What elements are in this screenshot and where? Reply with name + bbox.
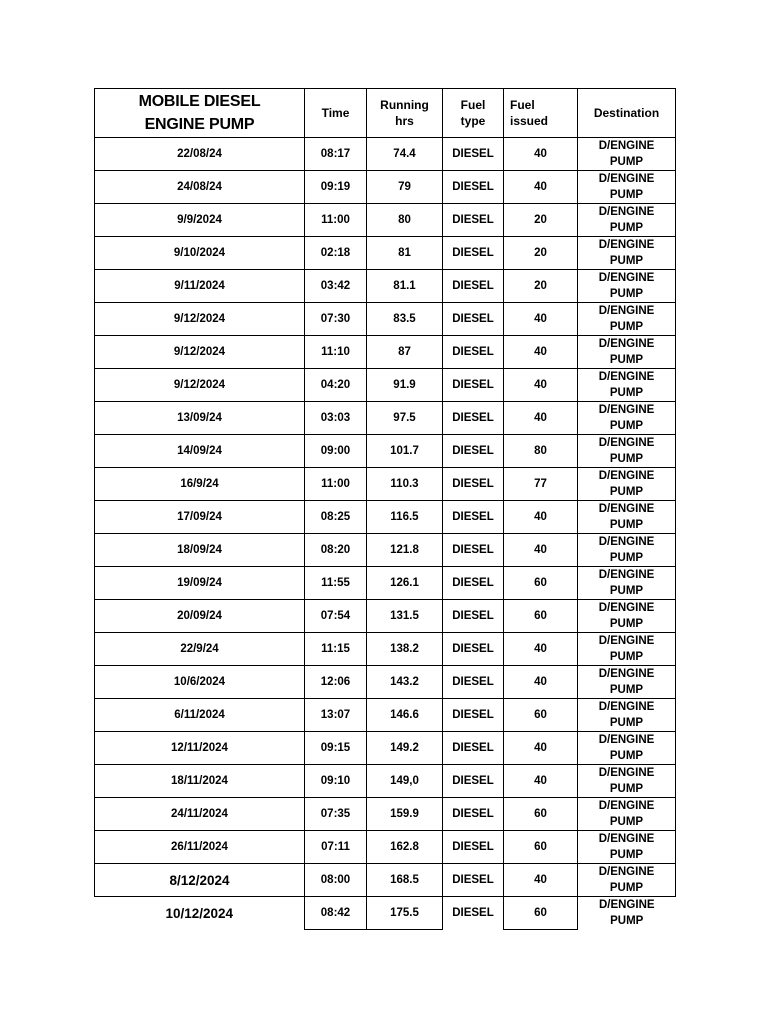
date-cell: 9/12/2024 <box>95 303 305 336</box>
date-cell: 22/08/24 <box>95 138 305 171</box>
date-cell: 9/12/2024 <box>95 369 305 402</box>
destination-cell: D/ENGINE PUMP <box>578 534 676 567</box>
fuel-issued-cell: 40 <box>504 171 578 204</box>
table-row <box>95 336 676 369</box>
destination-cell: D/ENGINE PUMP <box>578 501 676 534</box>
running-hrs-cell: 91.9 <box>367 369 443 402</box>
fuel-issued-cell: 40 <box>504 138 578 171</box>
fuel-issued-cell: 60 <box>504 798 578 831</box>
date-cell: 20/09/24 <box>95 600 305 633</box>
fuel-issued-cell: 77 <box>504 468 578 501</box>
destination-cell: D/ENGINE PUMP <box>578 600 676 633</box>
running-hrs-cell: 159.9 <box>367 798 443 831</box>
running-hrs-cell: 83.5 <box>367 303 443 336</box>
destination-cell: D/ENGINE PUMP <box>578 204 676 237</box>
date-cell: 9/12/2024 <box>95 336 305 369</box>
table-row <box>95 798 676 831</box>
time-cell: 03:03 <box>305 402 367 435</box>
fuel-type-cell: DIESEL <box>443 171 504 204</box>
running-hrs-cell: 80 <box>367 204 443 237</box>
table-row <box>95 237 676 270</box>
destination-cell: D/ENGINE PUMP <box>578 468 676 501</box>
date-cell: 6/11/2024 <box>95 699 305 732</box>
fuel-issued-cell: 40 <box>504 369 578 402</box>
date-cell: 12/11/2024 <box>95 732 305 765</box>
date-cell: 24/08/24 <box>95 171 305 204</box>
date-cell: 18/09/24 <box>95 534 305 567</box>
date-cell: 24/11/2024 <box>95 798 305 831</box>
running-hrs-cell: 149,0 <box>367 765 443 798</box>
destination-cell: D/ENGINE PUMP <box>578 831 676 864</box>
table-row <box>95 303 676 336</box>
time-cell: 09:15 <box>305 732 367 765</box>
table-row <box>95 402 676 435</box>
fuel-type-cell: DIESEL <box>443 600 504 633</box>
date-cell: 10/6/2024 <box>95 666 305 699</box>
time-cell: 07:35 <box>305 798 367 831</box>
time-cell: 08:25 <box>305 501 367 534</box>
running-hrs-cell: 97.5 <box>367 402 443 435</box>
fuel-issued-cell: 20 <box>504 270 578 303</box>
time-cell: 07:54 <box>305 600 367 633</box>
destination-cell: D/ENGINE PUMP <box>578 666 676 699</box>
fuel-issued-cell: 40 <box>504 402 578 435</box>
fuel-type-cell: DIESEL <box>443 864 504 897</box>
date-cell: 10/12/2024 <box>95 897 305 930</box>
fuel-type-cell: DIESEL <box>443 270 504 303</box>
destination-cell: D/ENGINE PUMP <box>578 402 676 435</box>
destination-cell: D/ENGINE PUMP <box>578 633 676 666</box>
running-hrs-cell: 175.5 <box>367 897 443 930</box>
table-row <box>95 204 676 237</box>
destination-cell: D/ENGINE PUMP <box>578 336 676 369</box>
fuel-issued-cell: 40 <box>504 666 578 699</box>
fuel-issued-cell: 60 <box>504 897 578 930</box>
date-cell: 18/11/2024 <box>95 765 305 798</box>
destination-cell: D/ENGINE PUMP <box>578 369 676 402</box>
destination-cell: D/ENGINE PUMP <box>578 798 676 831</box>
running-hrs-cell: 149.2 <box>367 732 443 765</box>
table-row <box>95 765 676 798</box>
running-hrs-cell: 146.6 <box>367 699 443 732</box>
table-row <box>95 501 676 534</box>
running-hrs-cell: 79 <box>367 171 443 204</box>
fuel-type-cell: DIESEL <box>443 468 504 501</box>
time-cell: 11:10 <box>305 336 367 369</box>
table-row <box>95 435 676 468</box>
fuel-type-cell: DIESEL <box>443 303 504 336</box>
fuel-issued-cell: 40 <box>504 501 578 534</box>
fuel-issued-cell: 40 <box>504 336 578 369</box>
time-cell: 08:42 <box>305 897 367 930</box>
fuel-issued-column-header: Fuel issued <box>504 89 578 138</box>
table-row <box>95 171 676 204</box>
table-row <box>95 468 676 501</box>
fuel-type-column-header: Fuel type <box>443 89 504 138</box>
table-title: MOBILE DIESEL ENGINE PUMP <box>95 89 305 138</box>
table-row <box>95 699 676 732</box>
table-body <box>95 138 676 930</box>
time-cell: 11:00 <box>305 468 367 501</box>
date-cell: 8/12/2024 <box>95 864 305 897</box>
fuel-type-cell: DIESEL <box>443 831 504 864</box>
time-cell: 09:19 <box>305 171 367 204</box>
time-cell: 08:20 <box>305 534 367 567</box>
fuel-issued-cell: 60 <box>504 831 578 864</box>
fuel-type-cell: DIESEL <box>443 534 504 567</box>
fuel-type-cell: DIESEL <box>443 765 504 798</box>
time-cell: 02:18 <box>305 237 367 270</box>
fuel-issued-cell: 20 <box>504 237 578 270</box>
time-cell: 11:15 <box>305 633 367 666</box>
running-hrs-cell: 162.8 <box>367 831 443 864</box>
time-cell: 13:07 <box>305 699 367 732</box>
date-cell: 26/11/2024 <box>95 831 305 864</box>
fuel-type-cell: DIESEL <box>443 666 504 699</box>
time-column-header: Time <box>305 89 367 138</box>
destination-cell: D/ENGINE PUMP <box>578 138 676 171</box>
table-row <box>95 897 676 930</box>
fuel-type-cell: DIESEL <box>443 138 504 171</box>
running-hrs-cell: 74.4 <box>367 138 443 171</box>
time-cell: 09:10 <box>305 765 367 798</box>
running-hrs-cell: 101.7 <box>367 435 443 468</box>
time-cell: 11:00 <box>305 204 367 237</box>
time-cell: 11:55 <box>305 567 367 600</box>
fuel-type-cell: DIESEL <box>443 501 504 534</box>
running-hrs-cell: 143.2 <box>367 666 443 699</box>
fuel-type-cell: DIESEL <box>443 897 504 930</box>
fuel-type-cell: DIESEL <box>443 204 504 237</box>
running-hrs-cell: 110.3 <box>367 468 443 501</box>
table-row <box>95 534 676 567</box>
table-row <box>95 567 676 600</box>
date-cell: 9/9/2024 <box>95 204 305 237</box>
destination-cell: D/ENGINE PUMP <box>578 171 676 204</box>
running-hrs-cell: 81 <box>367 237 443 270</box>
date-cell: 19/09/24 <box>95 567 305 600</box>
table-row <box>95 864 676 897</box>
fuel-issued-cell: 60 <box>504 567 578 600</box>
fuel-type-cell: DIESEL <box>443 798 504 831</box>
table-row <box>95 270 676 303</box>
fuel-type-cell: DIESEL <box>443 732 504 765</box>
table-row <box>95 633 676 666</box>
running-hrs-cell: 131.5 <box>367 600 443 633</box>
destination-cell: D/ENGINE PUMP <box>578 303 676 336</box>
time-cell: 09:00 <box>305 435 367 468</box>
destination-column-header: Destination <box>578 89 676 138</box>
fuel-log-table <box>94 88 676 930</box>
destination-cell: D/ENGINE PUMP <box>578 237 676 270</box>
date-cell: 22/9/24 <box>95 633 305 666</box>
fuel-issued-cell: 40 <box>504 765 578 798</box>
date-cell: 16/9/24 <box>95 468 305 501</box>
fuel-issued-cell: 80 <box>504 435 578 468</box>
fuel-type-cell: DIESEL <box>443 699 504 732</box>
fuel-type-cell: DIESEL <box>443 336 504 369</box>
running-hrs-cell: 126.1 <box>367 567 443 600</box>
table-row <box>95 732 676 765</box>
fuel-issued-cell: 40 <box>504 633 578 666</box>
fuel-issued-cell: 40 <box>504 534 578 567</box>
fuel-type-cell: DIESEL <box>443 369 504 402</box>
date-cell: 13/09/24 <box>95 402 305 435</box>
destination-cell: D/ENGINE PUMP <box>578 270 676 303</box>
fuel-type-cell: DIESEL <box>443 435 504 468</box>
destination-cell: D/ENGINE PUMP <box>578 864 676 897</box>
fuel-issued-cell: 60 <box>504 699 578 732</box>
running-hrs-cell: 116.5 <box>367 501 443 534</box>
running-hrs-cell: 168.5 <box>367 864 443 897</box>
destination-cell: D/ENGINE PUMP <box>578 435 676 468</box>
header-row <box>95 89 676 138</box>
fuel-issued-cell: 60 <box>504 600 578 633</box>
date-cell: 14/09/24 <box>95 435 305 468</box>
fuel-issued-cell: 20 <box>504 204 578 237</box>
fuel-type-cell: DIESEL <box>443 237 504 270</box>
table-row <box>95 369 676 402</box>
fuel-issued-cell: 40 <box>504 303 578 336</box>
fuel-issued-cell: 40 <box>504 864 578 897</box>
date-cell: 9/10/2024 <box>95 237 305 270</box>
fuel-type-cell: DIESEL <box>443 567 504 600</box>
time-cell: 03:42 <box>305 270 367 303</box>
table-row <box>95 666 676 699</box>
fuel-issued-cell: 40 <box>504 732 578 765</box>
destination-cell: D/ENGINE PUMP <box>578 765 676 798</box>
running-hrs-cell: 81.1 <box>367 270 443 303</box>
time-cell: 08:00 <box>305 864 367 897</box>
table-row <box>95 831 676 864</box>
running-hrs-cell: 87 <box>367 336 443 369</box>
running-hrs-cell: 138.2 <box>367 633 443 666</box>
fuel-type-cell: DIESEL <box>443 402 504 435</box>
time-cell: 12:06 <box>305 666 367 699</box>
time-cell: 08:17 <box>305 138 367 171</box>
time-cell: 07:11 <box>305 831 367 864</box>
fuel-type-cell: DIESEL <box>443 633 504 666</box>
date-cell: 17/09/24 <box>95 501 305 534</box>
running-hrs-column-header: Running hrs <box>367 89 443 138</box>
destination-cell: D/ENGINE PUMP <box>578 699 676 732</box>
time-cell: 07:30 <box>305 303 367 336</box>
time-cell: 04:20 <box>305 369 367 402</box>
table-row <box>95 600 676 633</box>
table-row <box>95 138 676 171</box>
running-hrs-cell: 121.8 <box>367 534 443 567</box>
destination-cell: D/ENGINE PUMP <box>578 567 676 600</box>
date-cell: 9/11/2024 <box>95 270 305 303</box>
destination-cell: D/ENGINE PUMP <box>578 897 676 930</box>
destination-cell: D/ENGINE PUMP <box>578 732 676 765</box>
